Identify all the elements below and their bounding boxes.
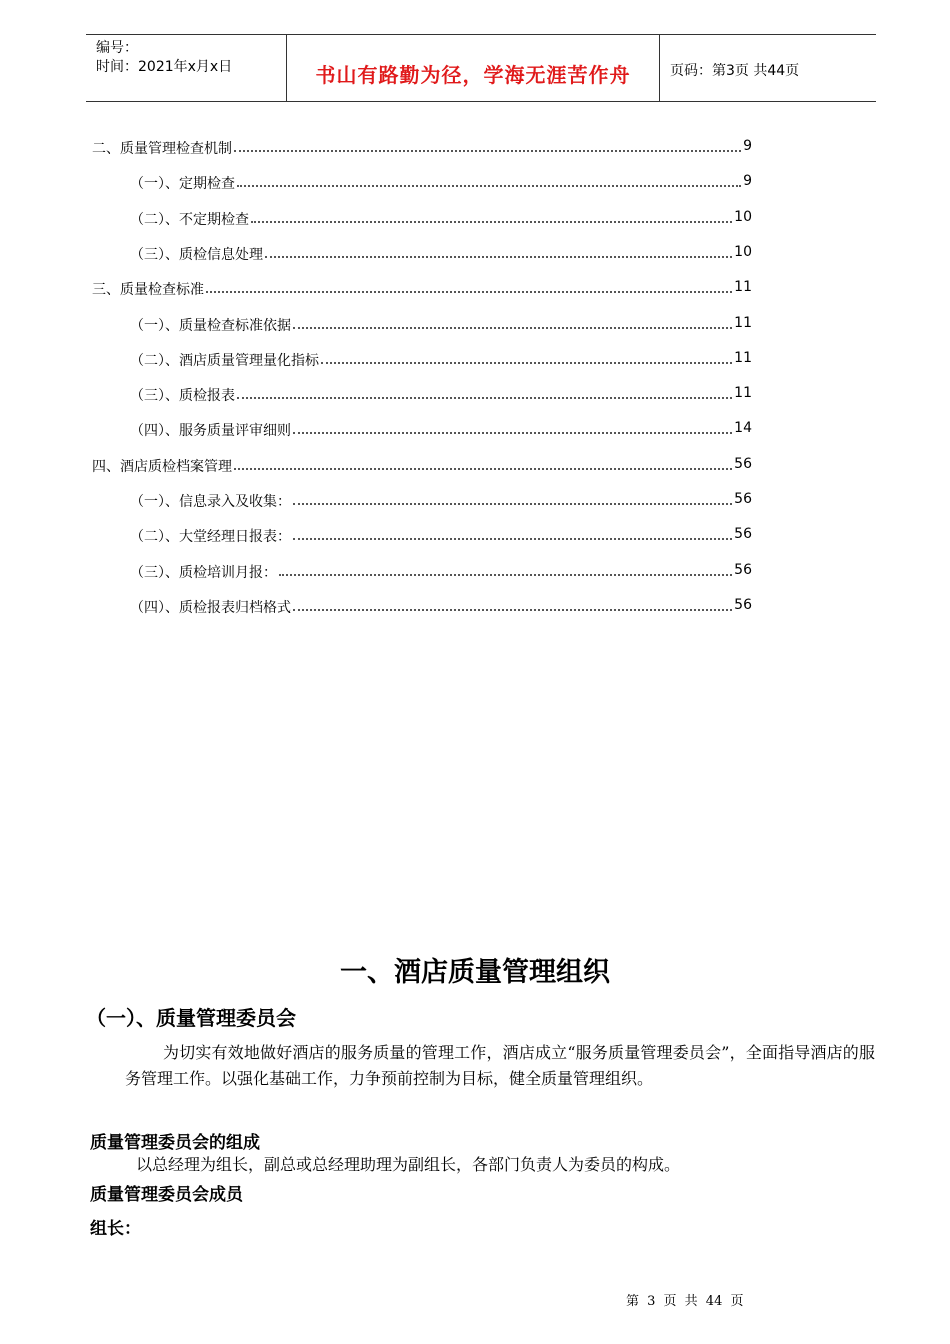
- toc-entry[interactable]: [130, 385, 752, 405]
- intro-paragraph: 为切实有效地做好酒店的服务质量的管理工作，酒店成立“服务质量管理委员会”，全面指导酒店的服务管理工作。以强化基础工作，力争预前控制为目标，健全质量管理组织。: [125, 1043, 875, 1088]
- toc-entry[interactable]: [130, 173, 752, 193]
- toc-entry-title: 四、酒店质检档案管理: [92, 456, 234, 476]
- toc-entry-page: 56: [734, 597, 752, 613]
- toc-entry[interactable]: [130, 562, 752, 582]
- toc-dot-leader: [265, 256, 732, 258]
- toc-entry-title: （二）、不定期检查: [130, 209, 251, 229]
- toc-entry[interactable]: [130, 244, 752, 264]
- toc-dot-leader: [293, 432, 732, 434]
- toc-entry[interactable]: [130, 315, 752, 335]
- toc-entry[interactable]: [130, 350, 752, 370]
- toc-entry-title: （四）、服务质量评审细则: [130, 420, 293, 440]
- document-date-label: 时间：2021年x月x日: [96, 59, 233, 75]
- toc-entry-page: 9: [743, 173, 752, 189]
- toc-dot-leader: [234, 150, 741, 152]
- toc-entry[interactable]: [130, 209, 752, 229]
- page-header: [86, 34, 876, 102]
- toc-entry-title: （一）、质量检查标准依据: [130, 315, 293, 335]
- toc-entry-title: （一）、定期检查: [130, 173, 237, 193]
- toc-entry[interactable]: [130, 597, 752, 617]
- toc-entry-page: 11: [734, 315, 752, 331]
- toc-entry[interactable]: [130, 420, 752, 440]
- toc-entry-title: （三）、质检报表: [130, 385, 237, 405]
- toc-entry-title: （二）、大堂经理日报表：: [130, 526, 293, 546]
- header-meta-cell: [86, 35, 287, 101]
- leader-heading: 组长：: [90, 1219, 141, 1239]
- toc-dot-leader: [237, 185, 741, 187]
- header-page-cell: [660, 35, 876, 101]
- toc-entry-page: 11: [734, 385, 752, 401]
- toc-entry-page: 56: [734, 562, 752, 578]
- toc-entry[interactable]: [92, 456, 752, 476]
- toc-entry-page: 9: [743, 138, 752, 154]
- toc-dot-leader: [234, 468, 732, 470]
- members-heading: 质量管理委员会成员: [90, 1185, 243, 1205]
- toc-entry-title: 二、质量管理检查机制: [92, 138, 234, 158]
- toc-entry-title: （二）、酒店质量管理量化指标: [130, 350, 321, 370]
- toc-entry-title: （三）、质检信息处理: [130, 244, 265, 264]
- toc-dot-leader: [237, 397, 732, 399]
- toc-entry-page: 10: [734, 244, 752, 260]
- section-title: 一、酒店质量管理组织: [340, 957, 610, 988]
- toc-entry-page: 10: [734, 209, 752, 225]
- toc-entry-page: 56: [734, 456, 752, 472]
- toc-entry-title: （四）、质检报表归档格式: [130, 597, 293, 617]
- toc-entry[interactable]: [130, 491, 752, 511]
- composition-heading: 质量管理委员会的组成: [90, 1133, 260, 1153]
- toc-entry-title: 三、质量检查标准: [92, 279, 206, 299]
- toc-dot-leader: [251, 221, 732, 223]
- toc-entry-page: 14: [734, 420, 752, 436]
- document-code-label: 编号：: [96, 40, 138, 56]
- toc-dot-leader: [321, 362, 732, 364]
- toc-entry-page: 56: [734, 491, 752, 507]
- toc-entry-page: 11: [734, 279, 752, 295]
- toc-dot-leader: [293, 503, 732, 505]
- toc-entry-page: 11: [734, 350, 752, 366]
- toc-entry[interactable]: [92, 279, 752, 299]
- toc-entry[interactable]: [130, 526, 752, 546]
- header-motto: 书山有路勤为径，学海无涯苦作舟: [315, 63, 631, 87]
- page-footer: 第 3 页 共 44 页: [626, 1294, 744, 1309]
- toc-entry-title: （三）、质检培训月报：: [130, 562, 279, 582]
- subsection-title: （一）、质量管理委员会: [86, 1006, 296, 1030]
- header-motto-cell: [287, 35, 660, 101]
- toc-dot-leader: [293, 609, 732, 611]
- toc-entry-title: （一）、信息录入及收集：: [130, 491, 293, 511]
- toc-dot-leader: [206, 291, 732, 293]
- toc-dot-leader: [293, 327, 732, 329]
- toc-dot-leader: [279, 574, 732, 576]
- composition-paragraph: 以总经理为组长，副总或总经理助理为副组长，各部门负责人为委员的构成。: [136, 1155, 681, 1174]
- toc-entry[interactable]: [92, 138, 752, 158]
- header-page-info: 页码：第3页 共44页: [670, 63, 800, 79]
- toc-dot-leader: [293, 538, 732, 540]
- toc-entry-page: 56: [734, 526, 752, 542]
